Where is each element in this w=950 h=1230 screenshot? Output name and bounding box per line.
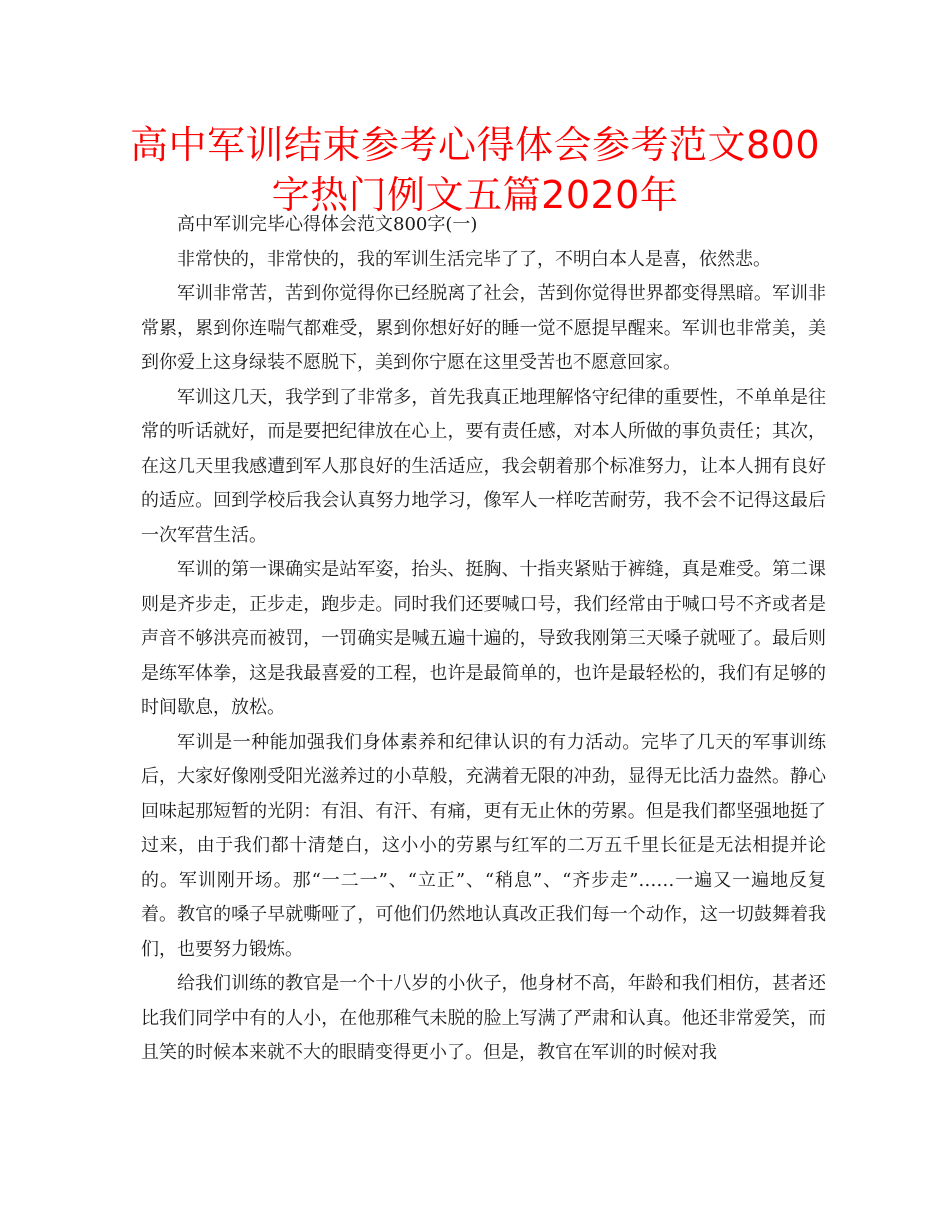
paragraph: 给我们训练的教官是一个十八岁的小伙子，他身材不高，年龄和我们相仿，甚者还比我们同学中有的人小，在他那稚气未脱的脸上写满了严肃和认真。他还非常爱笑，而且笑的时候本来就不大的眼睛变得更小了。但是，教官在军训的时候对我 xyxy=(141,973,826,1063)
document-body xyxy=(141,208,826,1071)
paragraph: 军训这几天，我学到了非常多，首先我真正地理解恪守纪律的重要性，不单单是往常的听话就好，而是要把纪律放在心上，要有责任感，对本人所做的事负责任；其次，在这几天里我感遭到军人那良好的生活适应，我会朝着那个标准努力，让本人拥有良好的适应。回到学校后我会认真努力地学习，像军人一样吃苦耐劳，我不会不记得这最后一次军营生活。 xyxy=(141,386,826,546)
section-subtitle: 高中军训完毕心得体会范文800字(一) xyxy=(177,214,478,235)
paragraph: 军训非常苦，苦到你觉得你已经脱离了社会，苦到你觉得世界都变得黑暗。军训非常累，累到你连喘气都难受，累到你想好好的睡一觉不愿提早醒来。军训也非常美，美到你爱上这身绿装不愿脱下，美到你宁愿在这里受苦也不愿意回家。 xyxy=(141,283,826,373)
document-title: 高中军训结束参考心得体会参考范文800字热门例文五篇2020年 xyxy=(129,123,821,217)
paragraph: 非常快的，非常快的，我的军训生活完毕了了，不明白本人是喜，依然悲。 xyxy=(177,248,771,270)
paragraph: 军训是一种能加强我们身体素养和纪律认识的有力活动。完毕了几天的军事训练后，大家好像刚受阳光滋养过的小草般，充满着无限的冲劲，显得无比活力盎然。静心回味起那短暂的光阴：有泪、有汗、有痛，更有无止休的劳累。但是我们都坚强地挺了过来，由于我们都十清楚白，这小小的劳累与红军的二万五千里长征是无法相提并论的。军训刚开场。那“一二一”、“立正”、“稍息”、“齐步走”……一遍又一遍地反复着。教官的嗓子早就嘶哑了，可他们仍然地认真改正我们每一个动作，这一切鼓舞着我们，也要努力锻炼。 xyxy=(141,731,826,960)
paragraph: 军训的第一课确实是站军姿，抬头、挺胸、十指夹紧贴于裤缝，真是难受。第二课则是齐步走，正步走，跑步走。同时我们还要喊口号，我们经常由于喊口号不齐或者是声音不够洪亮而被罚，一罚确实是喊五遍十遍的，导致我刚第三天嗓子就哑了。最后则是练军体拳，这是我最喜爱的工程，也许是最简单的，也许是最轻松的，我们有足够的时间歇息，放松。 xyxy=(141,559,826,718)
